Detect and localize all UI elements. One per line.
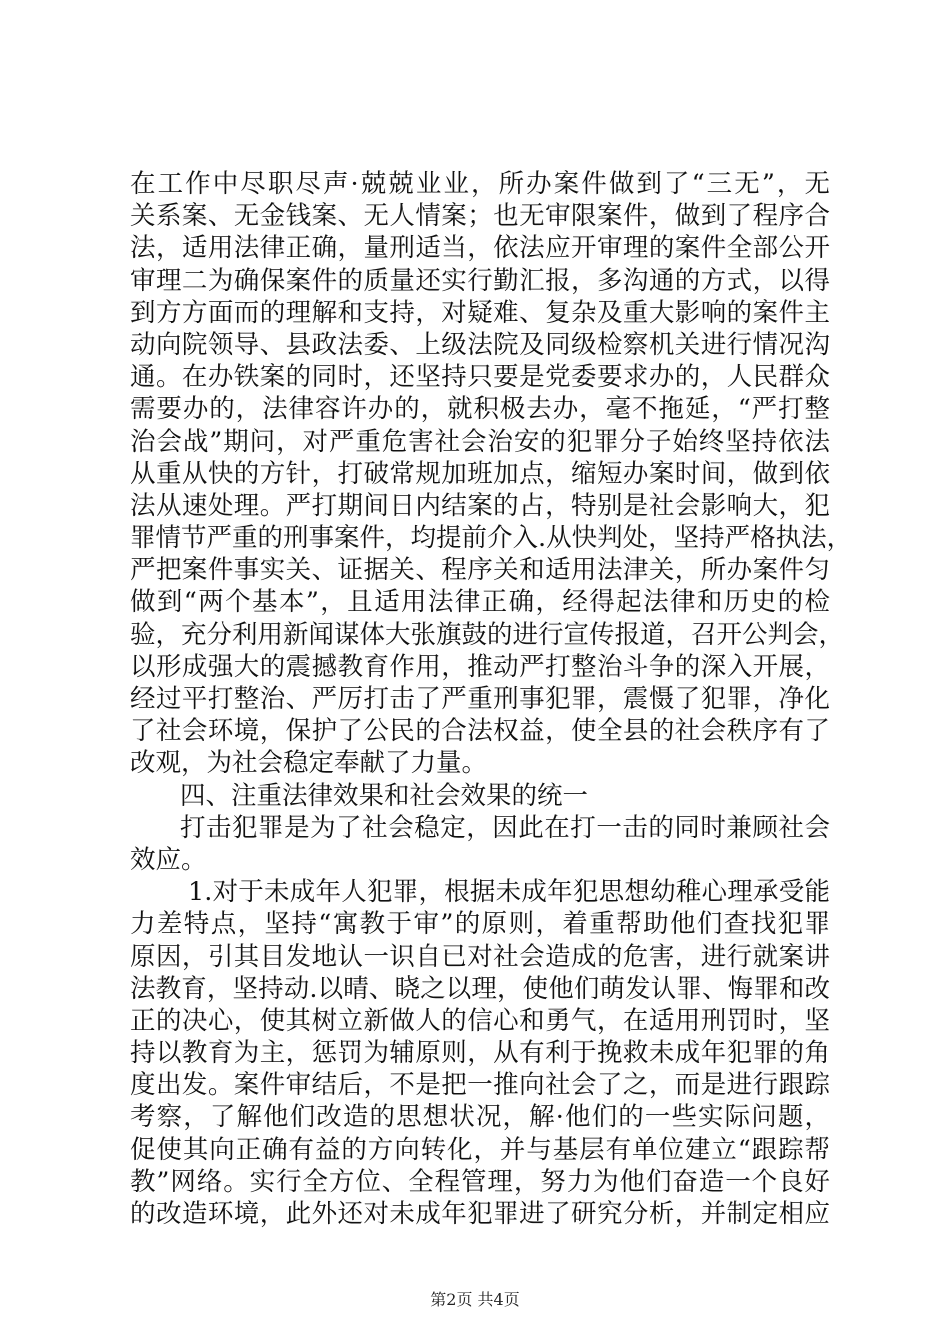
text-line: 在工作中尽职尽声·兢兢业业，所办案件做到了“三无”，无 [130, 169, 830, 199]
text-line: 通。在办铁案的同时，还坚持只要是党委要求办的，人民群众 [130, 362, 830, 393]
text-line: 动向院领导、县政法委、上级法院及同级检察机关进行情况沟 [130, 329, 830, 360]
text-line: 了社会环境，保护了公民的合法权益，使全县的社会秩序有了 [130, 716, 830, 747]
text-line: 效应。 [130, 844, 207, 875]
text-line: 原因，引其目发地认一识自已对社会造成的危害，进行就案讲 [130, 941, 830, 972]
text-line: 法，适用法律正确，量刑适当，依法应开审理的案件全部公开 [130, 233, 830, 264]
text-line: 以形成强大的震撼教育作用，推动严打整治斗争的深入开展， [130, 651, 830, 682]
text-line: 教”网络。实行全方位、全程管理，努力为他们奋造一个良好 [130, 1166, 830, 1197]
text-line: 度出发。案件审结后，不是把一推向社会了之，而是进行跟踪 [130, 1070, 830, 1101]
text-line: 审理二为确保案件的质量还实行勤汇报，多沟通的方式，以得 [130, 265, 830, 296]
text-line: 到方方面而的理解和支持，对疑难、复杂及重大影响的案件主 [130, 297, 830, 328]
page-number-label: 第2页 共4页 [430, 1290, 520, 1309]
text-line: 促使其向正确有益的方向转化，并与基层有单位建立“跟踪帮 [130, 1134, 830, 1165]
text-line: 力差特点，坚持“寓教于审”的原则，着重帮助他们查找犯罪 [130, 909, 830, 940]
text-line: 法从速处理。严打期间日内结案的占，特别是社会影响大，犯 [130, 490, 830, 521]
text-line: 持以教育为主，惩罚为辅原则，从有利于挽救未成年犯罪的角 [130, 1038, 830, 1069]
section-heading: 四、注重法律效果和社会效果的统一 [180, 780, 589, 811]
text-line: 法教育，坚持动.以晴、晓之以理，使他们萌发认罪、悔罪和改 [130, 973, 830, 1004]
page-footer [0, 1287, 950, 1310]
text-line: 改观，为社会稳定奉献了力量。 [130, 748, 488, 779]
text-line: 从重从快的方针，打破常规加班加点，缩短办案时间，做到依 [130, 458, 830, 489]
text-line: 需要办的，法律容许办的，就积极去办，毫不拖延，“严打整 [130, 394, 830, 425]
text-line: 关系案、无金钱案、无人情案；也无审限案件，做到了程序合 [130, 201, 830, 232]
text-line: 1.对于未成年人犯罪，根据未成年犯思想幼稚心理承受能 [188, 877, 830, 908]
text-line: 验，充分利用新闻谋体大张旗鼓的进行宣传报道，召开公判会， [130, 619, 845, 650]
text-line: 正的决心，使其树立新做人的信心和勇气，在适用刑罚时，坚 [130, 1005, 830, 1036]
text-line: 罪情节严重的刑事案件，均提前介入.从快判处，坚持严格执法， [130, 523, 853, 554]
text-line: 严把案件事实关、证据关、程序关和适用法津关，所办案件匀 [130, 555, 830, 586]
text-line: 的改造环境，此外还对未成年犯罪进了研究分析，并制定相应 [130, 1199, 830, 1229]
body-text [130, 168, 853, 1230]
text-line: 打击犯罪是为了社会稳定，因此在打一击的同时兼顾社会 [180, 812, 830, 843]
text-line: 经过平打整治、严厉打击了严重刑事犯罪，震慑了犯罪，净化 [130, 684, 830, 714]
text-line: 考察，了解他们改造的思想状况，解·他们的一些实际问题， [130, 1102, 830, 1133]
text-line: 做到“两个基本”，且适用法律正确，经得起法律和历史的检 [130, 587, 830, 618]
text-line: 治会战”期问，对严重危害社会治安的犯罪分子始终坚持依法 [130, 426, 830, 457]
